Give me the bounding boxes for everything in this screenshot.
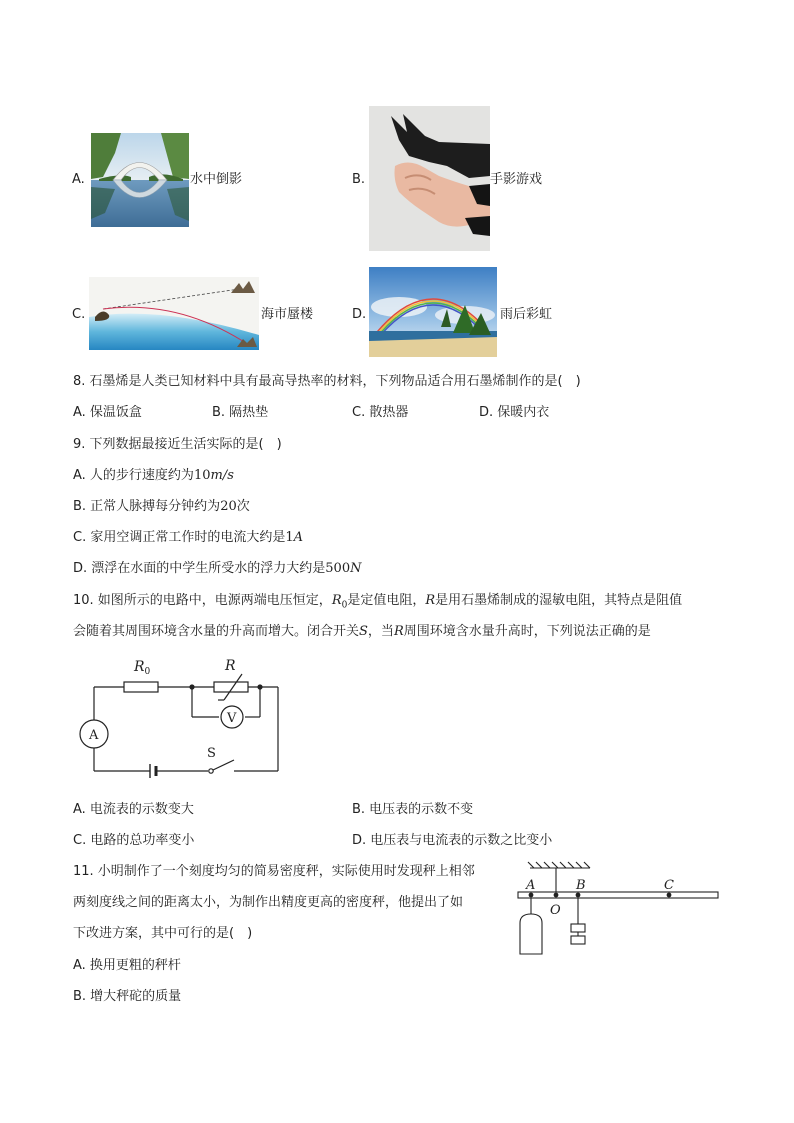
- junction-dot-right: [257, 684, 262, 689]
- r0-label: $R_0$: [134, 659, 151, 677]
- question-9-option-a: A. 人的步行速度约为10m/s: [73, 468, 234, 483]
- question-8-option-a: A. 保温饭盒: [73, 405, 142, 420]
- question-9-option-c: C. 家用空调正常工作时的电流大约是1A: [73, 530, 304, 545]
- junction-dot-left: [189, 684, 194, 689]
- question-9-option-b: B. 正常人脉搏每分钟约为20次: [73, 499, 250, 514]
- density-scale-diagram: [512, 858, 724, 960]
- point-c-label: C: [664, 878, 674, 893]
- question-8-stem: 8. 石墨烯是人类已知材料中具有最高导热率的材料，下列物品适合用石墨烯制作的是( ): [73, 374, 581, 389]
- rainbow-photo: [369, 267, 497, 357]
- option-c-letter: C.: [72, 307, 86, 322]
- point-a-dot: [529, 893, 534, 898]
- question-10-option-d: D. 电压表与电流表的示数之比变小: [352, 833, 553, 848]
- question-8-option-d: D. 保暖内衣: [479, 405, 550, 420]
- question-8-option-b: B. 隔热垫: [212, 405, 269, 420]
- option-d-text: 雨后彩虹: [500, 307, 553, 322]
- point-o-dot: [554, 893, 559, 898]
- question-9-stem: 9. 下列数据最接近生活实际的是( ): [73, 437, 282, 452]
- hand-shadow-photo: [369, 106, 490, 251]
- question-11-option-b: B. 增大秤砣的质量: [73, 989, 182, 1004]
- question-11-stem-line-1: 11. 小明制作了一个刻度均匀的简易密度秤，实际使用时发现秤上相邻: [73, 864, 475, 879]
- question-11-stem-line-2: 两刻度线之间的距离太小，为制作出精度更高的密度秤，他提出了如: [73, 895, 464, 910]
- switch-label: S: [207, 746, 216, 761]
- question-10-option-b: B. 电压表的示数不变: [352, 802, 474, 817]
- point-c-dot: [667, 893, 672, 898]
- question-10-stem-line-2: 会随着其周围环境含水量的升高而增大。闭合开关S，当R周围环境含水量升高时，下列说法正确的是: [73, 624, 651, 639]
- mirage-diagram: [89, 277, 259, 350]
- option-d-letter: D.: [352, 307, 367, 322]
- point-o-label: O: [550, 903, 561, 918]
- option-b-letter: B.: [352, 172, 366, 187]
- ammeter-label: A: [89, 728, 99, 743]
- question-11-stem-line-3: 下改进方案，其中可行的是( ): [73, 926, 253, 941]
- question-8-option-c: C. 散热器: [352, 405, 409, 420]
- question-10-option-a: A. 电流表的示数变大: [73, 802, 194, 817]
- circuit-diagram: [74, 654, 289, 779]
- r-label: R: [225, 658, 236, 674]
- option-b-text: 手影游戏: [490, 172, 543, 187]
- question-10-stem-line-1: 10. 如图所示的电路中，电源两端电压恒定，$R_0$是定值电阻，R是用石墨烯制成的湿敏电阻，其特点是阻值: [73, 593, 683, 611]
- question-11-option-a: A. 换用更粗的秤杆: [73, 958, 181, 973]
- question-10-option-c: C. 电路的总功率变小: [73, 833, 195, 848]
- bridge-reflection-photo: [91, 133, 189, 227]
- voltmeter-label: V: [227, 711, 237, 726]
- point-a-label: A: [526, 878, 536, 893]
- question-9-option-d: D. 漂浮在水面的中学生所受水的浮力大约是500N: [73, 561, 362, 576]
- option-c-text: 海市蜃楼: [261, 307, 314, 322]
- option-a-text: 水中倒影: [190, 172, 243, 187]
- option-a-letter: A.: [72, 172, 85, 187]
- point-b-dot: [576, 893, 581, 898]
- point-b-label: B: [576, 878, 586, 893]
